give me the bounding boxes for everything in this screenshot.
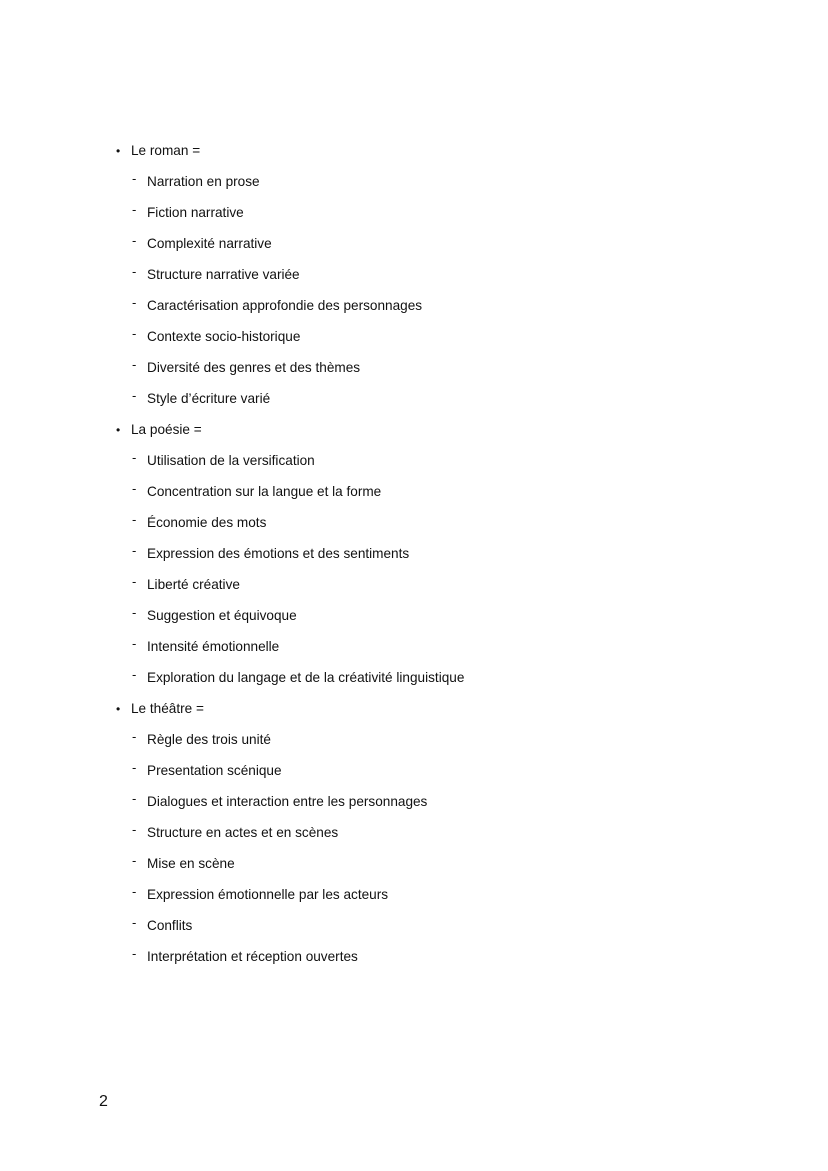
dash-icon: - [132, 605, 137, 620]
dash-icon: - [132, 915, 137, 930]
list-item-text: Complexité narrative [147, 236, 272, 251]
list-item-text: Suggestion et équivoque [147, 608, 297, 623]
list-item-text: Règle des trois unité [147, 732, 271, 747]
dash-icon: - [132, 388, 137, 403]
list-item [113, 759, 753, 790]
dash-icon: - [132, 884, 137, 899]
list-item [113, 821, 753, 852]
list-item-text: Concentration sur la langue et la forme [147, 484, 382, 499]
dash-icon: - [132, 512, 137, 527]
list-item [113, 201, 753, 232]
dash-icon: - [132, 822, 137, 837]
dash-icon: - [132, 233, 137, 248]
list-item [113, 728, 753, 759]
list-item [113, 263, 753, 294]
section-heading [113, 418, 753, 449]
list-item-text: Économie des mots [147, 515, 267, 530]
list-item [113, 356, 753, 387]
list-item-text: Style d’écriture varié [147, 391, 271, 406]
dash-icon: - [132, 636, 137, 651]
bullet-icon: • [116, 702, 121, 716]
list-item-text: Interprétation et réception ouvertes [147, 949, 358, 964]
list-item-text: Intensité émotionnelle [147, 639, 280, 654]
list-item [113, 387, 753, 418]
dash-icon: - [132, 574, 137, 589]
list-item [113, 170, 753, 201]
dash-icon: - [132, 760, 137, 775]
list-item-text: Expression émotionnelle par les acteurs [147, 887, 389, 902]
list-item [113, 511, 753, 542]
list-item [113, 945, 753, 976]
list-item [113, 914, 753, 945]
dash-icon: - [132, 450, 137, 465]
list-item-text: Contexte socio-historique [147, 329, 301, 344]
dash-icon: - [132, 729, 137, 744]
list-item-text: Fiction narrative [147, 205, 244, 220]
section-theatre [113, 697, 753, 976]
dash-icon: - [132, 264, 137, 279]
list-item-text: Diversité des genres et des thèmes [147, 360, 361, 375]
list-item [113, 635, 753, 666]
dash-icon: - [132, 543, 137, 558]
dash-icon: - [132, 326, 137, 341]
list-item-text: Liberté créative [147, 577, 240, 592]
list-item [113, 883, 753, 914]
page-number: 2 [99, 1093, 108, 1110]
section-heading [113, 139, 753, 170]
dash-icon: - [132, 295, 137, 310]
list-item [113, 573, 753, 604]
section-roman [113, 139, 753, 418]
list-item [113, 604, 753, 635]
list-item-text: Expression des émotions et des sentiments [147, 546, 410, 561]
list-item [113, 449, 753, 480]
dash-icon: - [132, 481, 137, 496]
list-item [113, 294, 753, 325]
dash-icon: - [132, 791, 137, 806]
list-item-text: Caractérisation approfondie des personnages [147, 298, 423, 313]
list-item [113, 480, 753, 511]
dash-icon: - [132, 946, 137, 961]
bullet-icon: • [116, 144, 121, 158]
heading-text: Le roman = [131, 143, 201, 158]
list-item-text: Mise en scène [147, 856, 235, 871]
dash-icon: - [132, 202, 137, 217]
list-item [113, 790, 753, 821]
dash-icon: - [132, 853, 137, 868]
dash-icon: - [132, 667, 137, 682]
list-item [113, 852, 753, 883]
heading-text: Le théâtre = [131, 701, 204, 716]
bullet-icon: • [116, 423, 121, 437]
list-item-text: Utilisation de la versification [147, 453, 315, 468]
list-item-text: Narration en prose [147, 174, 260, 189]
list-item [113, 325, 753, 356]
dash-icon: - [132, 357, 137, 372]
dash-icon: - [132, 171, 137, 186]
list-item [113, 232, 753, 263]
genre-outline [113, 139, 753, 976]
section-poesie [113, 418, 753, 697]
list-item [113, 542, 753, 573]
list-item-text: Structure narrative variée [147, 267, 300, 282]
list-item-text: Presentation scénique [147, 763, 282, 778]
section-heading [113, 697, 753, 728]
list-item-text: Conflits [147, 918, 193, 933]
list-item-text: Exploration du langage et de la créativité linguistique [147, 670, 465, 685]
list-item-text: Structure en actes et en scènes [147, 825, 339, 840]
heading-text: La poésie = [131, 422, 202, 437]
list-item-text: Dialogues et interaction entre les personnages [147, 794, 428, 809]
list-item [113, 666, 753, 697]
